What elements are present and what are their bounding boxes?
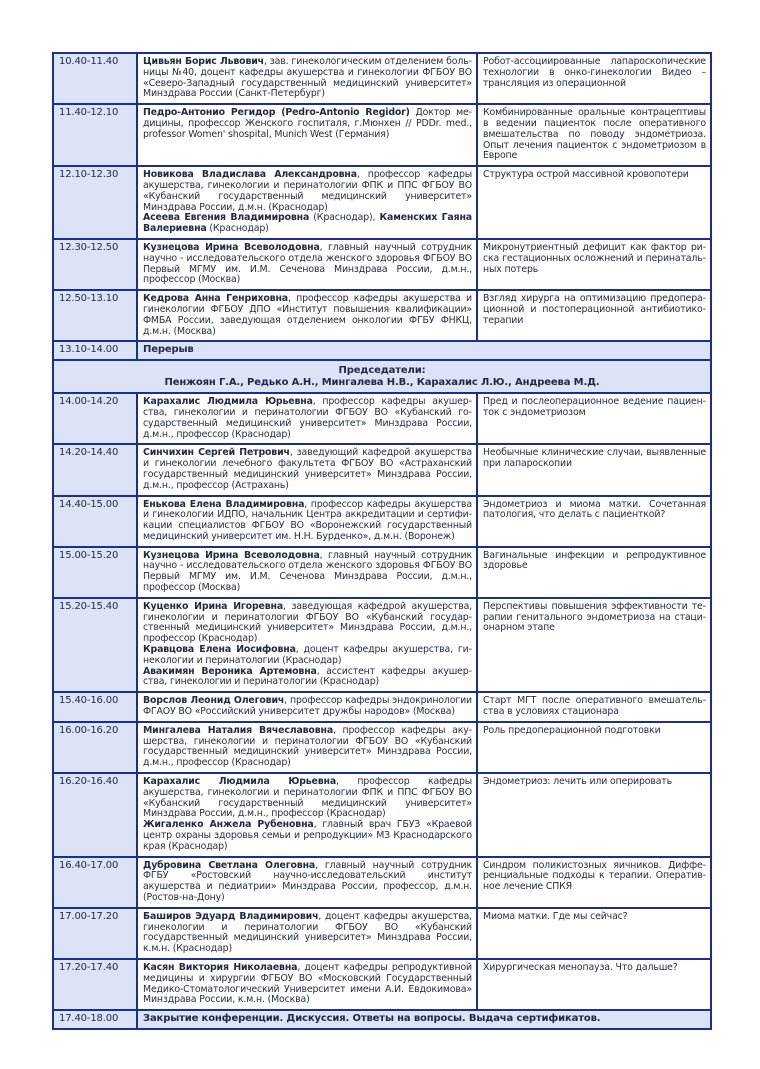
speaker-name: Мингалева Наталия Вячеславовна xyxy=(143,724,334,736)
talk-topic: Микронутриентный дефицит как фактор риска гестационных осложнений и перинатальных потерь xyxy=(477,239,711,290)
table-row xyxy=(53,53,711,104)
time-slot: 16.00-16.20 xyxy=(53,722,137,773)
speaker-affiliation: , профессор кафедры акушерства, гинекологии и перинатологии ФГБОУ ВО «Кубанский государственный медицинский университет» Минздрава России, д.м.н., профессор (Краснодар) xyxy=(143,724,472,769)
speaker-cell xyxy=(137,547,477,598)
speaker-name: Касян Виктория Николаевна xyxy=(143,961,298,973)
time-slot: 16.40-17.00 xyxy=(53,857,137,908)
table-row xyxy=(53,496,711,547)
table-row xyxy=(53,104,711,166)
table-row xyxy=(53,722,711,773)
table-row xyxy=(53,773,711,857)
speaker-name: Дубровина Светлана Олеговна xyxy=(143,859,316,871)
speaker-cell xyxy=(137,722,477,773)
speaker-name: Жигаленко Анжела Рубеновна xyxy=(143,819,314,831)
talk-topic: Робот-ассоциированные лапароскопические технологии в онко-гинекологии Видео – трансляция из операционной xyxy=(477,53,711,104)
speaker-affiliation: , главный научный сотрудник научно - исследовательского отдела женского здоровья ФГБОУ ВО Первый МГМУ им. И.М. Сеченова Минздрава России, д.м.н., профессор (Москва) xyxy=(143,241,472,286)
table-row xyxy=(53,444,711,495)
table-row xyxy=(53,959,711,1010)
speaker-affiliation: (Краснодар), xyxy=(309,212,380,224)
program-page xyxy=(52,52,710,1030)
speaker-affiliation: , доцент кафедры акушерства, гинекологии и перинатологии (Краснодар) xyxy=(143,644,472,666)
speaker-affiliation: , профессор кафедры акушерства и гинекологии ФГБОУ ДПО «Институт повышения квалификации» ФМБА России, заведующая отделением онкологии ФГБУ ФНКЦ, д.м.н. (Москва) xyxy=(143,293,472,337)
time-slot: 12.30-12.50 xyxy=(53,239,137,290)
speaker-name: Кузнецова Ирина Всеволодовна xyxy=(143,241,320,253)
time-slot: 17.20-17.40 xyxy=(53,959,137,1010)
speaker-affiliation: , профессор кафедры акушерства, гинекологии и перинатологии ФПК и ППС ФГБОУ ВО «Кубанский государственный медицинский университет» Минздрава России, д.м.н. (Краснодар) xyxy=(143,169,472,213)
talk-topic: Миома матки. Где мы сейчас? xyxy=(477,908,711,959)
time-slot: 15.40-16.00 xyxy=(53,692,137,722)
closing-row xyxy=(53,1010,711,1029)
talk-topic: Пред и послеоперационное ведение пациенток с эндометриозом xyxy=(477,393,711,444)
speaker-cell xyxy=(137,773,477,857)
speaker-name: Кузнецова Ирина Всеволодовна xyxy=(143,549,320,561)
speaker-name: Синчихин Сергей Петрович xyxy=(143,447,290,459)
table-row xyxy=(53,692,711,722)
speaker-name: Кравцова Елена Иосифовна xyxy=(143,644,296,656)
speaker-affiliation: Доктор медицины, профессор Женского госпиталя, г.Мюнхен // PDDr. med., professor Women' shospital, Munich West (Германия) xyxy=(143,107,472,140)
speaker-affiliation: , заведующая кафедрой акушерства, гинекологии и перинатологии ФГБОУ ВО «Кубанский государственный медицинский университет» Минздрава России, д.м.н., профессор (Краснодар) xyxy=(143,600,473,645)
speaker-name: Ворслов Леонид Олегович xyxy=(143,695,285,707)
speaker-name: Карахалис Людмила Юрьевна xyxy=(143,396,313,408)
speaker-affiliation: , профессор кафедры акушерства, гинекологии и перинатологии ФПК и ППС ФГБОУ ВО «Кубанский государственный медицинский университет» Минздрава России, д.м.н., профессор (Краснодар) xyxy=(143,776,472,820)
table-row xyxy=(53,166,711,239)
speaker-cell xyxy=(137,444,477,495)
talk-topic: Старт МГТ после оперативного вмешательства в условиях стационара xyxy=(477,692,711,722)
program-table-body xyxy=(53,53,711,1029)
speaker-cell xyxy=(137,53,477,104)
speaker-affiliation: , доцент кафедры акушерства, гинекологии и перинатологии ФГБОУ ВО «Кубанский государственный медицинский университет» Минздрава России, к.м.н. (Краснодар) xyxy=(143,910,472,955)
time-slot: 11.40-12.10 xyxy=(53,104,137,166)
time-slot: 15.00-15.20 xyxy=(53,547,137,598)
table-row xyxy=(53,908,711,959)
time-slot: 17.40-18.00 xyxy=(53,1010,137,1029)
speaker-name: Карахалис Людмила Юрьевна xyxy=(143,776,337,788)
speaker-name: Авакимян Вероника Артемовна xyxy=(143,665,317,677)
speaker-cell xyxy=(137,496,477,547)
speaker-affiliation: , профессор кафедры акушерства и гинекологии ИДПО, начальник Центра аккредитации и сертификации специалистов ФГБОУ ВО «Воронежский государственный медицинский университет им. Н.Н. Бурденко», д.м.н. (Воронеж) xyxy=(143,498,472,542)
speaker-affiliation: , профессор кафедры эндокринологии ФГАОУ ВО «Российский университет дружбы народов» (Москва) xyxy=(143,695,472,718)
talk-topic: Эндометриоз: лечить или оперировать xyxy=(477,773,711,857)
program-table xyxy=(52,52,712,1030)
table-row xyxy=(53,547,711,598)
speaker-name: Педро-Антонио Регидор (Pedro-Antonio Regidor) xyxy=(143,107,410,119)
time-slot: 12.10-12.30 xyxy=(53,166,137,239)
talk-topic: Синдром поликистозных яичников. Дифференциальные подходы к терапии. Оперативное лечение СПКЯ xyxy=(477,857,711,908)
talk-topic: Вагинальные инфекции и репродуктивное здоровье xyxy=(477,547,711,598)
speaker-affiliation: , ассистент кафедры акушерства, гинекологии и перинатологии (Краснодар) xyxy=(143,665,472,688)
speaker-cell xyxy=(137,290,477,341)
time-slot: 13.10-14.00 xyxy=(53,341,137,360)
talk-topic: Необычные клинические случаи, выявленные при лапароскопии xyxy=(477,444,711,495)
speaker-cell xyxy=(137,104,477,166)
time-slot: 10.40-11.40 xyxy=(53,53,137,104)
speaker-name: Новикова Владислава Александровна xyxy=(143,169,357,181)
time-slot: 14.40-15.00 xyxy=(53,496,137,547)
speaker-name: Енькова Елена Владимировна xyxy=(143,498,305,510)
speaker-cell xyxy=(137,166,477,239)
table-row xyxy=(53,393,711,444)
table-row xyxy=(53,857,711,908)
speaker-name: Цивьян Борис Львович xyxy=(143,56,264,67)
time-slot: 14.00-14.20 xyxy=(53,393,137,444)
closing-label: Закрытие конференции. Дискуссия. Ответы на вопросы. Выдача сертификатов. xyxy=(137,1010,711,1029)
talk-topic: Комбинированные оральные контрацептивы в ведении пациенток после оперативного вмешательства по поводу эндометриоза. Опыт лечения пациенток с эндометриозом в Европе xyxy=(477,104,711,166)
speaker-cell xyxy=(137,959,477,1010)
speaker-affiliation: (Краснодар) xyxy=(206,223,269,235)
talk-topic: Эндометриоз и миома матки. Сочетанная патология, что делать с пациенткой? xyxy=(477,496,711,547)
break-label: Перерыв xyxy=(137,341,711,360)
speaker-cell xyxy=(137,239,477,290)
speaker-name: Асеева Евгения Владимировна xyxy=(143,212,310,224)
speaker-cell xyxy=(137,692,477,722)
speaker-affiliation: , доцент кафедры репродуктивной медицины и хирургии ФГБОУ ВО «Московский Государственный Медико-Стоматологический Университет имени А.И. Евдокимова» Минздрава России, к.м.н. (Москва) xyxy=(143,961,472,1006)
speaker-cell xyxy=(137,598,477,692)
speaker-affiliation: , главный врач ГБУЗ «Краевой центр охраны здоровья семьи и репродукции» МЗ Краснодарского края (Краснодар) xyxy=(143,819,472,852)
time-slot: 15.20-15.40 xyxy=(53,598,137,692)
table-row xyxy=(53,598,711,692)
time-slot: 16.20-16.40 xyxy=(53,773,137,857)
chairs-cell xyxy=(53,360,711,393)
speaker-affiliation: , зав. гинекологическим отделением больницы №40, доцент кафедры акушерства и гинекологии ФГБОУ ВО «Северо-Западный государственный медицинский университет» Минздрава России (Санкт-Петербург) xyxy=(143,56,472,100)
talk-topic: Хирургическая менопауза. Что дальше? xyxy=(477,959,711,1010)
chairs-row xyxy=(53,360,711,393)
table-row xyxy=(53,290,711,341)
speaker-affiliation: , главный научный сотрудник ФГБУ «Ростовский научно-исследовательский институт акушерства и педиатрии» Минздрава России, профессор, д.м.н. (Ростов-на-Дону) xyxy=(143,859,472,903)
time-slot: 14.20-14.40 xyxy=(53,444,137,495)
table-row xyxy=(53,239,711,290)
speaker-cell xyxy=(137,908,477,959)
speaker-affiliation: , заведующий кафедрой акушерства и гинекологии лечебного факультета ФГБОУ ВО «Астраханский государственный медицинский университет» Минздрава России, д.м.н., профессор (Астрахань) xyxy=(143,447,472,491)
speaker-name: Баширов Эдуард Владимирович xyxy=(143,910,319,922)
talk-topic: Роль предоперационной подготовки xyxy=(477,722,711,773)
time-slot: 12.50-13.10 xyxy=(53,290,137,341)
speaker-cell xyxy=(137,857,477,908)
speaker-name: Каменских Гаяна Валериевна xyxy=(143,212,472,235)
speaker-name: Кедрова Анна Генриховна xyxy=(143,293,288,305)
speaker-affiliation: , главный научный сотрудник научно - исследовательского отдела женского здоровья ФГБОУ ВО Первый МГМУ им. И.М. Сеченова Минздрава России, д.м.н., профессор (Москва) xyxy=(143,549,472,594)
talk-topic: Структура острой массивной кровопотери xyxy=(477,166,711,239)
time-slot: 17.00-17.20 xyxy=(53,908,137,959)
chairs-title: Председатели: xyxy=(338,365,426,377)
speaker-name: Куценко Ирина Игоревна xyxy=(143,600,284,612)
break-row xyxy=(53,341,711,360)
speaker-cell xyxy=(137,393,477,444)
talk-topic: Взгляд хирурга на оптимизацию предоперационной и постоперационной антибиотикотерапии xyxy=(477,290,711,341)
talk-topic: Перспективы повышения эффективности терапии генитального эндометриоза на стационарном этапе xyxy=(477,598,711,692)
chairs-names: Пенжоян Г.А., Редько А.Н., Мингалева Н.В., Карахалис Л.Ю., Андреева М.Д. xyxy=(164,377,600,389)
speaker-affiliation: , профессор кафедры акушерства, гинекологии и перинатологии ФГБОУ ВО «Кубанский государственный медицинский университет» Минздрава России, д.м.н., профессор (Краснодар) xyxy=(143,396,472,440)
